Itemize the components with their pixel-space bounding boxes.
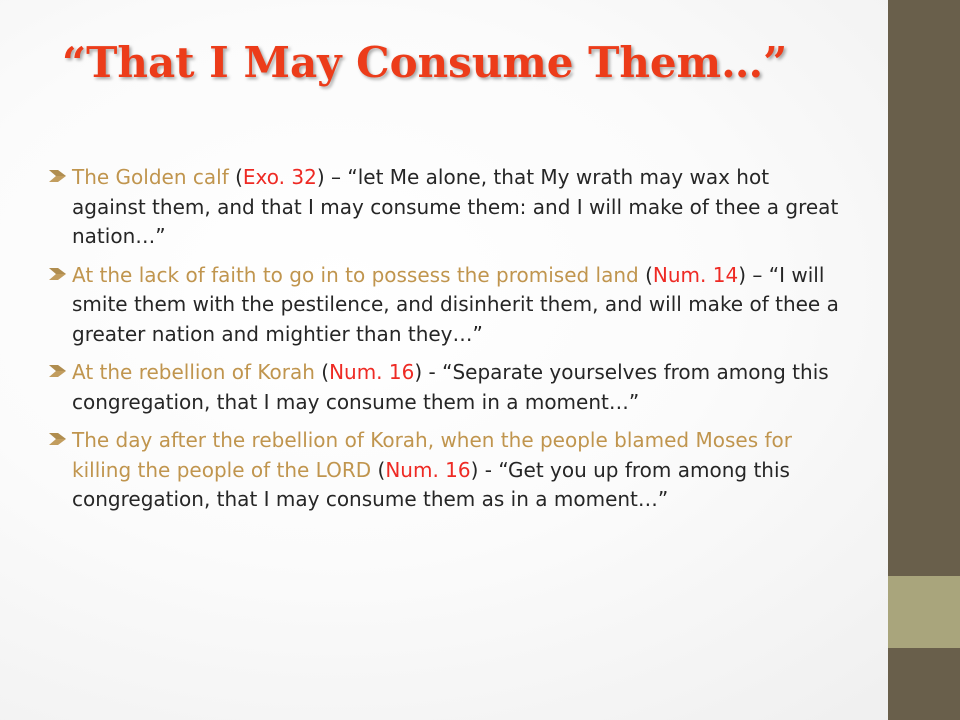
scripture-reference: Num. 16 <box>385 457 471 482</box>
bullet-quote: - “Get you up from among this congregation, that I may consume them as in a moment…” <box>72 457 790 511</box>
bullet-paren-close: ) <box>470 457 479 482</box>
slide-title: “That I May Consume Them…” <box>62 38 788 87</box>
bullet-paren-open: ( <box>371 457 386 482</box>
bullet-emphasis: At the lack of faith to go in to possess the promised land <box>72 262 639 287</box>
bullet-paren-open: ( <box>638 262 653 287</box>
bullet-item <box>48 426 848 515</box>
bullet-paren-close: ) <box>738 262 747 287</box>
side-bar <box>888 0 960 720</box>
bullet-emphasis: At the rebellion of Korah <box>72 360 315 384</box>
bullet-quote: – “I will smite them with the pestilence, and disinherit them, and will make of thee a greater nation and mightier than they…” <box>72 262 839 346</box>
bullet-item <box>48 163 848 252</box>
bullet-quote: – “let Me alone, that My wrath may wax hot against them, and that I may consume them: and I will make of thee a great nation…” <box>72 165 839 248</box>
arrow-bullet-icon <box>48 361 68 381</box>
bullet-item <box>48 358 848 417</box>
bullet-paren-close: ) <box>316 165 325 189</box>
arrow-bullet-icon <box>48 166 68 186</box>
bullet-paren-open: ( <box>228 165 243 189</box>
arrow-bullet-icon <box>48 264 68 284</box>
side-bar-accent-block <box>888 576 960 648</box>
bullet-paren-open: ( <box>314 360 330 384</box>
scripture-reference: Exo. 32 <box>242 165 317 189</box>
bullet-list <box>48 163 848 524</box>
bullet-quote: - “Separate yourselves from among this congregation, that I may consume them in a moment…” <box>72 360 829 414</box>
bullet-emphasis: The Golden calf <box>72 165 229 189</box>
bullet-emphasis: The day after the rebellion of Korah, when the people blamed Moses for killing the people of the LORD <box>72 428 792 482</box>
arrow-bullet-icon <box>48 429 68 449</box>
bullet-item <box>48 261 848 350</box>
bullet-paren-close: ) <box>414 360 423 384</box>
scripture-reference: Num. 16 <box>329 360 415 384</box>
scripture-reference: Num. 14 <box>652 262 739 287</box>
